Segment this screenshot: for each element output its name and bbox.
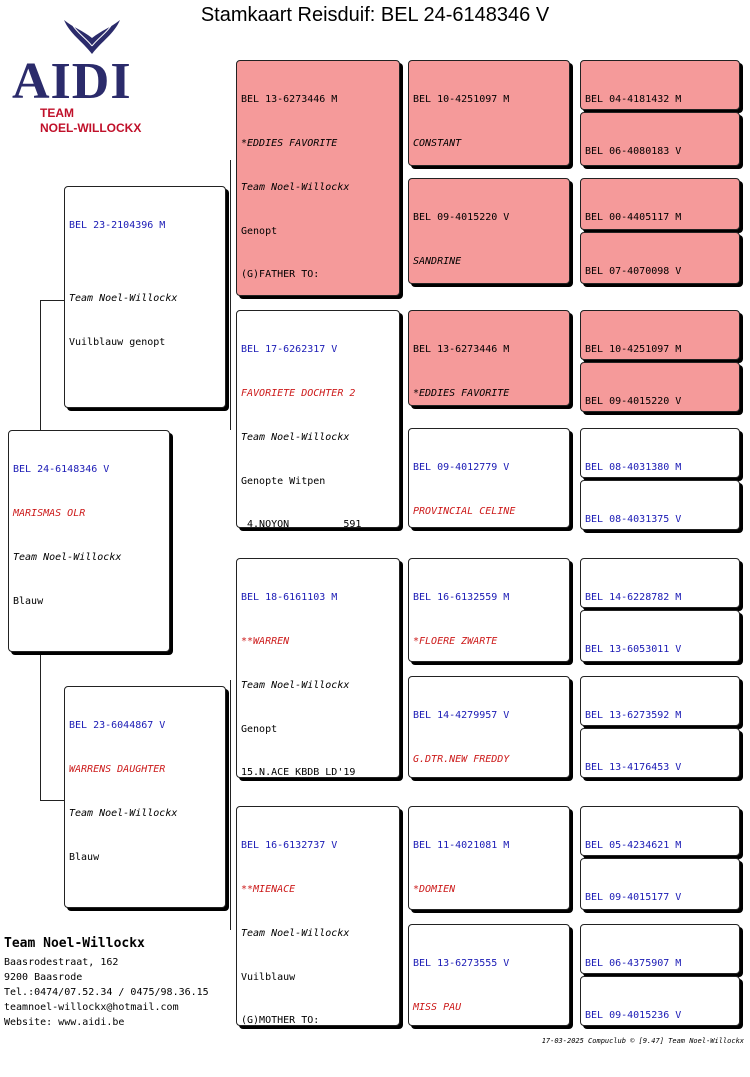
brand-name: AIDI — [12, 53, 132, 110]
pigeon-name: G.DTR.NEW FREDDY — [413, 753, 510, 765]
ring-number: BEL 18-6161103 M — [241, 592, 338, 604]
ring-number: BEL 11-4021081 M — [413, 840, 510, 852]
pedigree-card-dss — [408, 558, 570, 662]
pigeon-name: **MIENACE — [241, 883, 296, 895]
pigeon-name: MARISMAS OLR — [13, 507, 86, 519]
ring-number: BEL 07-4070098 V — [585, 266, 682, 278]
owner-name: Team Noel-Willockx — [4, 936, 145, 951]
ring-number: BEL 13-6273555 V — [413, 958, 510, 970]
pedigree-card-gg2 — [580, 112, 740, 166]
owner-address: Baasrodestraat, 162 — [4, 957, 119, 968]
ring-number: BEL 09-4015220 V — [585, 396, 682, 408]
owner-website[interactable]: Website: www.aidi.be — [4, 1017, 125, 1028]
ring-number: BEL 13-6053011 V — [585, 644, 682, 656]
ring-number: BEL 09-4015236 V — [585, 1010, 682, 1022]
owner: Team Noel-Willockx — [69, 807, 178, 819]
detail-line: Genopt — [241, 723, 278, 735]
pedigree-card-gg15 — [580, 924, 740, 974]
ring-number: BEL 23-2104396 M — [69, 220, 166, 232]
ring-number: BEL 08-4031375 V — [585, 514, 682, 526]
pedigree-card-sire — [64, 186, 226, 408]
detail-line: (G)MOTHER TO: — [241, 1015, 320, 1026]
pedigree-card-gg10 — [580, 610, 740, 662]
ring-number: BEL 23-6044867 V — [69, 720, 166, 732]
pedigree-card-sdd — [408, 428, 570, 528]
ring-number: BEL 06-4375907 M — [585, 958, 682, 970]
connector — [40, 654, 65, 801]
detail-line: Genopte Witpen — [241, 475, 326, 487]
ring-number: BEL 09-4015220 V — [413, 212, 510, 224]
pedigree-card-gg12 — [580, 728, 740, 778]
detail-line: Vuilblauw — [241, 971, 296, 983]
pigeon-name: CONSTANT — [413, 137, 462, 149]
pedigree-card-dam — [64, 686, 226, 908]
owner: Team Noel-Willockx — [241, 181, 350, 193]
pedigree-card-gg13 — [580, 806, 740, 856]
owner-city: 9200 Baasrode — [4, 972, 83, 983]
pigeon-name: FAVORIETE DOCHTER 2 — [241, 387, 356, 399]
owner: Team Noel-Willockx — [241, 431, 350, 443]
detail-line: 4.NOYON 591 — [241, 519, 362, 528]
owner: Team Noel-Willockx — [241, 679, 350, 691]
ring-number: BEL 13-6273592 M — [585, 710, 682, 722]
pedigree-card-gg5 — [580, 310, 740, 360]
owner-phone: Tel.:0474/07.52.34 / 0475/98.36.15 — [4, 987, 209, 998]
pedigree-card-sire-dam — [236, 310, 400, 528]
ring-number: BEL 13-4176453 V — [585, 762, 682, 774]
detail-line: Blauw — [69, 851, 100, 863]
ring-number: BEL 06-4080183 V — [585, 146, 682, 158]
pedigree-card-gg6 — [580, 362, 740, 412]
ring-number: BEL 13-6273446 M — [241, 94, 338, 106]
pigeon-name: PROVINCIAL CELINE — [413, 505, 516, 517]
detail-line: (G)FATHER TO: — [241, 269, 320, 281]
pigeon-name: SANDRINE — [413, 255, 462, 267]
pigeon-name: *FLOERE ZWARTE — [413, 635, 498, 647]
pedigree-card-ssd — [408, 178, 570, 284]
ring-number: BEL 09-4012779 V — [413, 462, 510, 474]
brand-line-2: NOEL-WILLOCKX — [40, 121, 142, 135]
ring-number: BEL 10-4251097 M — [413, 94, 510, 106]
pigeon-name: **WARREN — [241, 635, 290, 647]
pigeon-name: *EDDIES FAVORITE — [241, 137, 338, 149]
pedigree-card-subject — [8, 430, 170, 652]
wings-icon — [62, 16, 122, 56]
ring-number: BEL 08-4031380 M — [585, 462, 682, 474]
pigeon-name: WARRENS DAUGHTER — [69, 763, 166, 775]
owner: Team Noel-Willockx — [241, 927, 350, 939]
ring-number: BEL 16-6132559 M — [413, 592, 510, 604]
ring-number: BEL 16-6132737 V — [241, 840, 338, 852]
footer-credit: 17-03-2025 Compuclub © [9.47] Team Noel-Willockx — [541, 1037, 744, 1045]
ring-number: BEL 13-6273446 M — [413, 344, 510, 356]
ring-number: BEL 14-6228782 M — [585, 592, 682, 604]
pedigree-card-dsd — [408, 676, 570, 778]
pedigree-card-gg9 — [580, 558, 740, 608]
brand-logo — [10, 14, 160, 154]
pedigree-card-gg3 — [580, 178, 740, 230]
pigeon-name: *DOMIEN — [413, 883, 456, 895]
pedigree-card-gg16 — [580, 976, 740, 1026]
ring-number: BEL 24-6148346 V — [13, 464, 110, 476]
brand-line-1: TEAM — [40, 106, 74, 120]
ring-number: BEL 10-4251097 M — [585, 344, 682, 356]
pedigree-card-sire-sire — [236, 60, 400, 296]
detail-line: Genopt — [241, 225, 278, 237]
connector — [40, 300, 65, 431]
pedigree-card-dds — [408, 806, 570, 910]
pedigree-card-dam-dam — [236, 806, 400, 1026]
pedigree-card-gg8 — [580, 480, 740, 530]
ring-number: BEL 05-4234621 M — [585, 840, 682, 852]
pedigree-card-dam-sire — [236, 558, 400, 778]
ring-number: BEL 14-4279957 V — [413, 710, 510, 722]
ring-number: BEL 00-4405117 M — [585, 212, 682, 224]
pedigree-card-gg11 — [580, 676, 740, 726]
pedigree-card-gg7 — [580, 428, 740, 478]
ring-number: BEL 09-4015177 V — [585, 892, 682, 904]
pedigree-card-gg4 — [580, 232, 740, 284]
ring-number: BEL 04-4181432 M — [585, 94, 682, 106]
owner-contact — [4, 936, 209, 1030]
page-title: Stamkaart Reisduif: BEL 24-6148346 V — [200, 4, 550, 26]
pedigree-card-gg14 — [580, 858, 740, 910]
pedigree-card-gg1 — [580, 60, 740, 110]
detail-line: Blauw — [13, 595, 44, 607]
owner: Team Noel-Willockx — [13, 551, 122, 563]
ring-number: BEL 17-6262317 V — [241, 344, 338, 356]
pedigree-card-sds — [408, 310, 570, 406]
detail-line: Vuilblauw genopt — [69, 336, 166, 348]
owner-email[interactable]: teamnoel-willockx@hotmail.com — [4, 1002, 179, 1013]
pedigree-card-ddd — [408, 924, 570, 1026]
detail-line: 15.N.ACE KBDB LD'19 — [241, 767, 356, 778]
owner: Team Noel-Willockx — [69, 293, 178, 305]
pigeon-name: MISS PAU — [413, 1001, 462, 1013]
pigeon-name: *EDDIES FAVORITE — [413, 387, 510, 399]
pedigree-card-sss — [408, 60, 570, 166]
